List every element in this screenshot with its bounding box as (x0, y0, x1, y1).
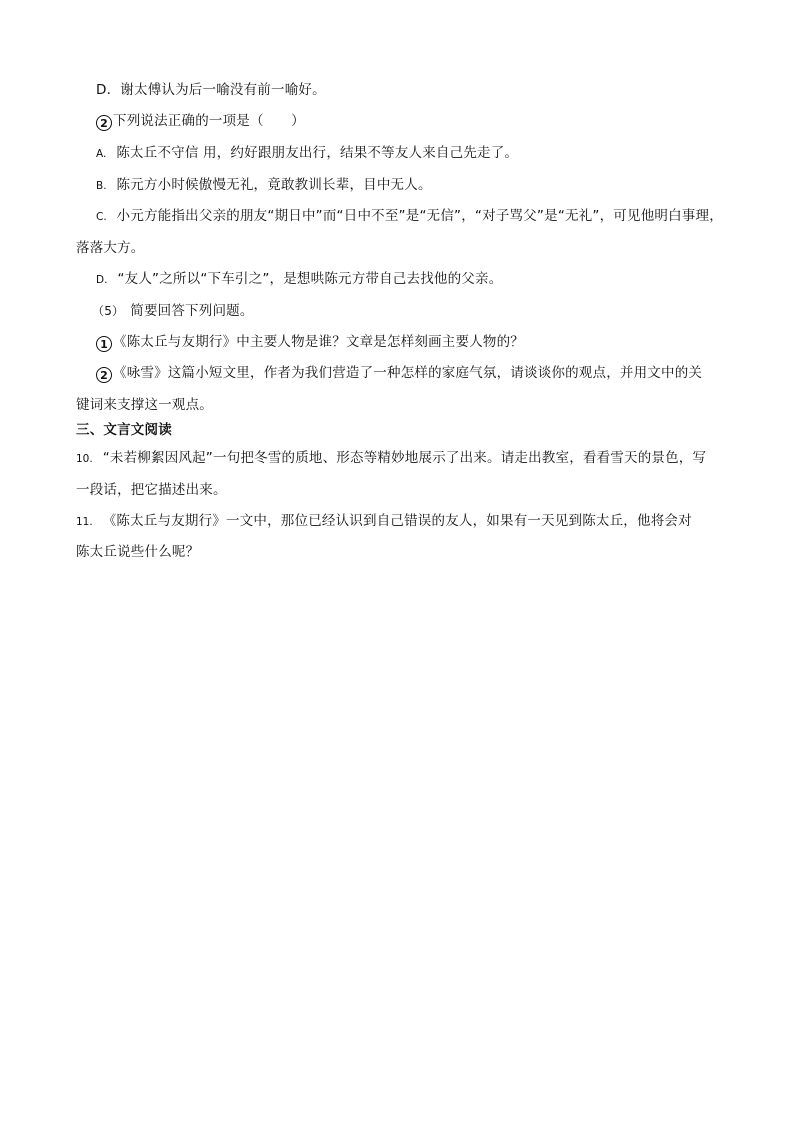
option-b (96, 176, 432, 195)
part-5-question-1-text: 《陈太丘与友期行》中主要人物是谁？文章是怎样刻画主要人物的？ (113, 334, 524, 350)
option-c-text-1: 小元方能指出父亲的朋友“期日中”而“日中不至”是“无信”，“对子骂父”是“无礼”，可见他明白事理， (116, 208, 723, 224)
question-11-text-1: 《陈太丘与友期行》一文中，那位已经认识到自己错误的友人，如果有一天见到陈太丘，他将会对 (102, 513, 692, 529)
option-c-line-2 (76, 239, 145, 257)
circled-number-2: 2 (96, 115, 112, 131)
part-5-question-2-line-1 (96, 364, 702, 383)
part-5 (92, 302, 254, 320)
option-c-line-1 (96, 207, 723, 226)
option-a-text: 陈太丘不守信 用，约好跟朋友出行，结果不等友人来自己先走了。 (116, 145, 519, 161)
part-5-question-2-text-1: 《咏雪》这篇小短文里，作者为我们营造了一种怎样的家庭气氛，请谈谈你的观点，并用文中的关 (113, 365, 703, 381)
part-5-question-2-text-2: 键词来支撑这一观点。 (76, 397, 213, 413)
question-10-line-2 (76, 481, 227, 499)
part-5-question-2-line-2 (76, 396, 213, 414)
option-a (96, 144, 518, 163)
section-heading-text: 三、文言文阅读 (76, 422, 172, 438)
option-b-label: B. (96, 180, 107, 192)
sub-question-2-stem-text: 下列说法正确的一项是（ ） (113, 113, 305, 129)
question-10-line-1 (76, 449, 706, 468)
question-11-text-2: 陈太丘说些什么呢？ (76, 544, 200, 560)
question-10-text-1: “未若柳絮因风起”一句把冬雪的质地、形态等精妙地展示了出来。请走出教室，看看雪天的景色，写 (102, 450, 707, 466)
option-d-previous (96, 81, 326, 99)
option-c-text-2: 落落大方。 (76, 240, 145, 256)
circled-number-2: 2 (96, 367, 112, 383)
option-d-previous-text: D．谢太傅认为后一喻没有前一喻好。 (96, 82, 326, 98)
circled-number-1: 1 (96, 336, 112, 352)
question-10-number: 10. (76, 453, 93, 465)
option-d-label: D. (96, 274, 108, 286)
sub-question-2-stem (96, 112, 305, 131)
section-heading (76, 421, 172, 439)
question-10-text-2: 一段话，把它描述出来。 (76, 482, 227, 498)
option-b-text: 陈元方小时候傲慢无礼，竟敢教训长辈，目中无人。 (116, 177, 432, 193)
question-11-number: 11. (76, 516, 93, 528)
option-d-text: “友人”之所以“下车引之”，是想哄陈元方带自己去找他的父亲。 (117, 271, 503, 287)
option-c-label: C. (96, 211, 107, 223)
part-5-text: 简要回答下列问题。 (130, 303, 254, 319)
option-d (96, 270, 502, 289)
part-5-question-1 (96, 333, 524, 352)
part-5-label: （5） (92, 304, 125, 318)
question-11-line-1 (76, 512, 692, 531)
option-a-label: A. (96, 148, 107, 160)
question-11-line-2 (76, 543, 199, 561)
